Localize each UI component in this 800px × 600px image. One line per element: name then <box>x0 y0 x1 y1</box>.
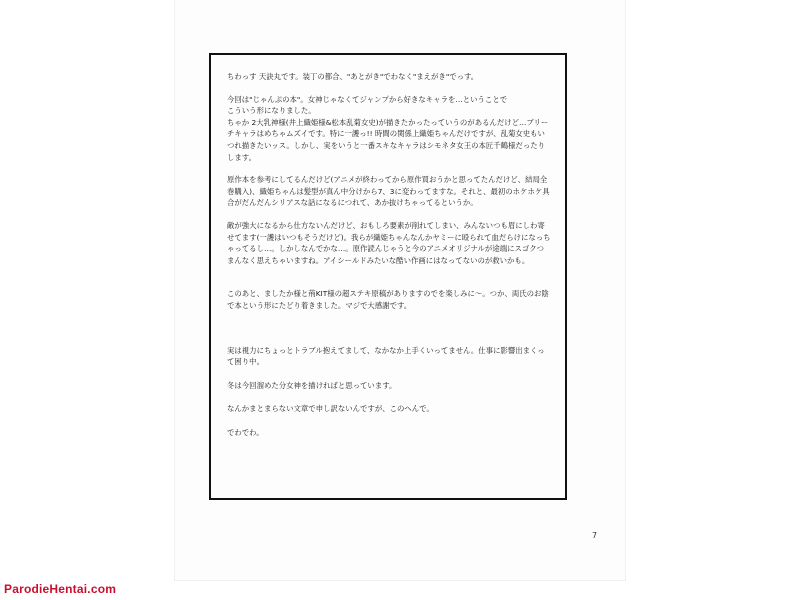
watermark-text[interactable]: ParodieHentai.com <box>4 582 117 596</box>
paragraph-thanks: このあと、ましたか様と荊KIT様の超ステキ原稿がありますのでを楽しみに～。つか、両氏のお陰で本という形にたどり着きました。マジで大感謝です。 <box>227 289 549 310</box>
paragraph-apology: なんかまとまらない文章で申し訳ないんですが、このへんで。 <box>227 404 434 414</box>
paragraph-theme: 今回は"じゃんぷの本"。女神じゃなくてジャンプから好きなキャラを…ということで こういう形になりました。 ちゃか 2大乳神様(井上織姫様&松本乱菊女史)が描きたかったっていうのがあるんだけど…ブリーチキャラはめちゃムズイです。特に一護っ!! 時間の関係上織姫ちゃんだけですが、乱菊女史もいつれ描きたいッス。しかし、実をいうと一番スキなキャラはシモネタ女王の本匠千鶴様だったりします。 <box>227 94 549 162</box>
paragraph-greeting: ちわっす 天訣丸です。装丁の都合、"あとがき"でわなく"まえがき"でっす。 <box>227 72 479 81</box>
paragraph-story: 敵が強大になるから仕方ないんだけど、おもしろ要素が削れてしまい、みんないつも眉にしわ寄せてます(一護はいつもそうだけど)。我らが織姫ちゃんなんかヤミーに殴られて血だらけになっちゃってるし…。しかしなんでかな…。原作読んじゃうと今のアニメオリジナルが途端にスゴクつまんなく思えちゃいますね。アイシールドみたいな酷い作画にはなってないのが救いかも。 <box>227 220 551 265</box>
paragraph-signoff: でわでわ。 <box>227 427 264 437</box>
afterword-frame <box>209 53 567 500</box>
paragraph-winter: 冬は今回溜めた分女神を描ければと思っています。 <box>227 380 397 390</box>
paragraph-source: 原作本を参考にしてるんだけど(アニメが終わってから原作買おうかと思ってたんだけど、結局全巻購入)、織姫ちゃんは髪型が真ん中分けから7、3に変わってますな。それと、最初のホケホケ具合がだんだんシリアスな話になるにつれて、あか抜けちゃってるというか。 <box>227 175 550 208</box>
page-number: 7 <box>592 531 598 540</box>
paragraph-eyesight: 実は視力にちょっとトラブル抱えてまして、なかなか上手くいってません。仕事に影響出まくって困り中。 <box>227 345 545 367</box>
